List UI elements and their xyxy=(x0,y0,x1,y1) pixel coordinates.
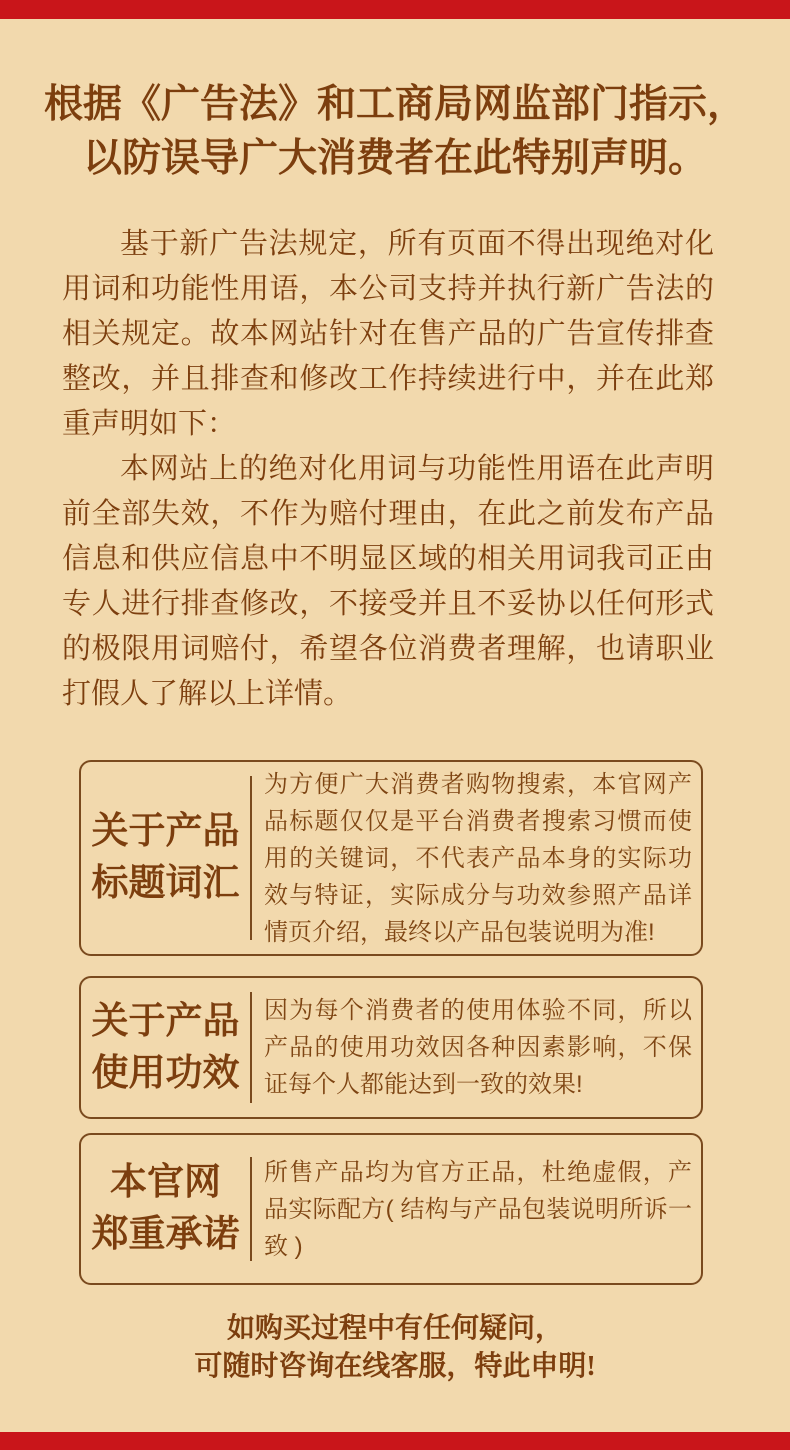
statement-paragraph-1: 基于新广告法规定，所有页面不得出现绝对化用词和功能性用语，本公司支持并执行新广告法的相关规定。故本网站针对在售产品的广告宣传排查整改，并且排查和修改工作持续进行中，并在此郑重声明如下： xyxy=(62,228,714,440)
notice-box-title-line2: 标题词汇 xyxy=(91,863,240,904)
notice-box-body: 因为每个消费者的使用体验不同，所以产品的使用功效因各种因素影响，不保证每个人都能达到一致的效果! xyxy=(264,997,692,1098)
notice-box-title xyxy=(81,1157,250,1261)
top-red-stripe xyxy=(0,0,790,19)
notice-box-title-line2: 使用功效 xyxy=(91,1052,240,1094)
notice-box-official-promise xyxy=(79,1133,703,1285)
statement-paragraph-2: 本网站上的绝对化用词与功能性用语在此声明前全部失效，不作为赔付理由，在此之前发布产品信息和供应信息中不明显区域的相关用词我司正由专人进行排查修改，不接受并且不妥协以任何形式的极限用词赔付，希望各位消费者理解，也请职业打假人了解以上详情。 xyxy=(62,453,714,710)
footer-note-line2: 可随时咨询在线客服，特此申明! xyxy=(194,1351,596,1382)
notice-box-title xyxy=(81,996,250,1100)
notice-box-title-line2: 郑重承诺 xyxy=(91,1214,240,1255)
notice-box-product-title-keywords xyxy=(79,760,703,956)
notice-box-title-line1: 关于产品 xyxy=(91,811,240,852)
footer-note-line1: 如购买过程中有任何疑问， xyxy=(226,1313,563,1344)
notice-box-body: 所售产品均为官方正品，杜绝虚假，产品实际配方( 结构与产品包装说明所诉一致 ) xyxy=(264,1158,692,1260)
page-title-line1: 根据《广告法》和工商局网监部门指示， xyxy=(43,83,746,126)
notice-box-title-line1: 本官网 xyxy=(110,1162,221,1203)
notice-box-title xyxy=(81,806,250,910)
page-title-line2: 以防误导广大消费者在此特别声明。 xyxy=(82,137,707,180)
notice-box-body: 为方便广大消费者购物搜索，本官网产品标题仅仅是平台消费者搜索习惯而使用的关键词，不代表产品本身的实际功效与特证，实际成分与功效参照产品详情页介绍，最终以产品包装说明为准! xyxy=(264,770,692,946)
bottom-red-stripe xyxy=(0,1432,790,1450)
notice-box-title-line1: 关于产品 xyxy=(91,1000,240,1042)
notice-box-product-efficacy xyxy=(79,976,703,1119)
footer-note xyxy=(0,1310,790,1386)
page-title xyxy=(0,78,790,186)
